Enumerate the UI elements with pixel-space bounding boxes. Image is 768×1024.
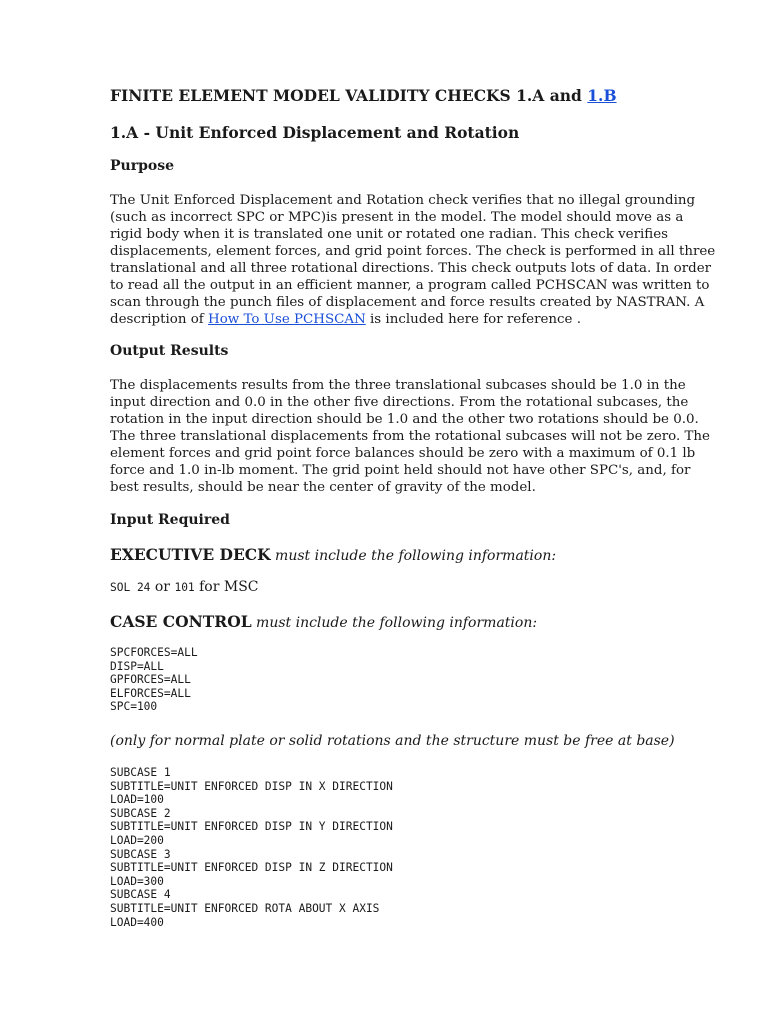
code-line: LOAD=400: [110, 915, 164, 929]
sol-code: SOL 24: [110, 581, 151, 594]
sol-line: [110, 579, 259, 595]
case-control-line: [110, 612, 537, 631]
output-line: input direction and 0.0 in the other five directions. From the rotational subcases, the: [110, 395, 689, 410]
how-to-use-pchscan-link[interactable]: How To Use PCHSCAN: [208, 312, 366, 327]
purpose-line: The Unit Enforced Displacement and Rotation check verifies that no illegal grounding: [110, 193, 696, 208]
code-line: DISP=ALL: [110, 659, 164, 673]
purpose-line: rigid body when it is translated one unit or rotated one radian. This check verifies: [110, 227, 669, 242]
output-results-paragraph: [110, 377, 710, 496]
code-line: SUBTITLE=UNIT ENFORCED DISP IN Y DIRECTION: [110, 820, 393, 834]
purpose-line: translational and all three rotational directions. This check outputs lots of data. In order: [110, 261, 712, 276]
purpose-line: to read all the output in an efficient manner, a program called PCHSCAN was written to: [110, 278, 710, 293]
section-1a-title: 1.A - Unit Enforced Displacement and Rotation: [110, 123, 520, 142]
executive-deck-line: [110, 545, 556, 564]
code-line: LOAD=300: [110, 874, 164, 888]
code-line: SUBTITLE=UNIT ENFORCED DISP IN Z DIRECTION: [110, 861, 393, 875]
code-line: SUBTITLE=UNIT ENFORCED ROTA ABOUT X AXIS: [110, 901, 380, 915]
output-line: rotation in the input direction should be 1.0 and the other two rotations should be 0.0.: [110, 412, 699, 427]
code-line: SUBCASE 1: [110, 766, 171, 779]
section-1b-link[interactable]: 1.B: [587, 86, 617, 105]
code-line: GPFORCES=ALL: [110, 673, 191, 687]
executive-deck-label: EXECUTIVE DECK: [110, 545, 271, 564]
purpose-line: scan through the punch files of displacement and force results created by NASTRAN. A: [110, 295, 705, 310]
case-control-note: must include the following information:: [251, 615, 538, 631]
output-line: The displacements results from the three translational subcases should be 1.0 in the: [110, 378, 686, 393]
purpose-line: (such as incorrect SPC or MPC)is present in the model. The model should move as a: [110, 210, 684, 225]
case-control-label: CASE CONTROL: [110, 612, 252, 631]
purpose-last-line: [110, 311, 670, 328]
sol-suffix: for MSC: [194, 579, 259, 595]
rotation-note: (only for normal plate or solid rotations and the structure must be free at base): [110, 733, 675, 749]
purpose-last-suffix: is included here for reference .: [365, 312, 581, 327]
code-line: SUBCASE 2: [110, 806, 171, 820]
case-control-block: [110, 646, 198, 714]
code-line: SPC=100: [110, 700, 158, 714]
code-line: SPCFORCES=ALL: [110, 646, 198, 659]
output-line: force and 1.0 in-lb moment. The grid point held should not have other SPC's, and, for: [110, 463, 691, 478]
subcase-block: [110, 766, 393, 929]
code-line: SUBCASE 3: [110, 847, 171, 861]
page-title: [110, 86, 617, 105]
input-required-heading: Input Required: [110, 512, 230, 528]
code-line: ELFORCES=ALL: [110, 686, 191, 700]
sol-code-2: 101: [174, 581, 195, 594]
output-line: element forces and grid point force balances should be zero with a maximum of 0.1 lb: [110, 446, 696, 461]
page-title-text: FINITE ELEMENT MODEL VALIDITY CHECKS 1.A and: [110, 86, 588, 105]
code-line: SUBTITLE=UNIT ENFORCED DISP IN X DIRECTION: [110, 779, 393, 793]
purpose-paragraph: [110, 192, 716, 328]
sol-mid: or: [150, 579, 175, 595]
purpose-line: displacements, element forces, and grid point forces. The check is performed in all three: [110, 244, 716, 259]
output-line: best results, should be near the center of gravity of the model.: [110, 480, 536, 495]
executive-deck-note: must include the following information:: [270, 548, 557, 564]
code-line: SUBCASE 4: [110, 888, 171, 902]
code-line: LOAD=100: [110, 793, 164, 807]
output-results-heading: Output Results: [110, 343, 229, 359]
code-line: LOAD=200: [110, 833, 164, 847]
output-line: The three translational displacements from the rotational subcases will not be zero. The: [110, 429, 710, 444]
purpose-last-prefix: description of: [110, 312, 209, 327]
purpose-heading: Purpose: [110, 158, 174, 174]
